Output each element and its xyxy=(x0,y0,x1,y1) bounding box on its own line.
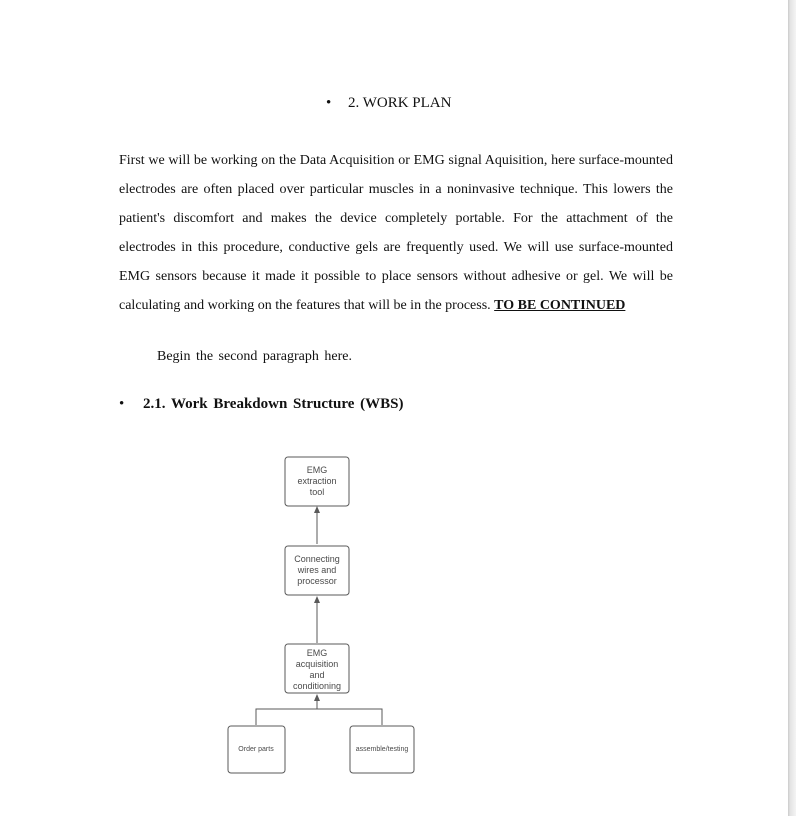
wbs-node-assemble-testing xyxy=(350,726,414,773)
wbs-node-connecting-wires xyxy=(285,546,349,595)
node-text: conditioning xyxy=(292,681,342,691)
node-text: assemble/testing xyxy=(355,746,409,753)
arrowhead xyxy=(314,506,320,513)
wbs-node-emg-extraction-tool xyxy=(285,457,349,506)
node-text: extraction xyxy=(297,476,337,486)
node-text: processor xyxy=(297,576,337,586)
paragraph-text: First we will be working on the Data Acquisition or EMG signal Aquisition, here surface-mounted electrodes are often placed over particular muscles in a noninvasive technique. This lowers the patient's discomfort and makes the device completely portable. For the attachment of the electrodes in this procedure, conductive gels are frequently used. We will use surface-mounted EMG sensors because it made it possible to place sensors without adhesive or gel. We will be calculating and working on the features that will be in the process. xyxy=(119,153,673,313)
node-text: EMG xyxy=(306,648,328,658)
node-text: wires and xyxy=(297,565,337,575)
node-text: EMG xyxy=(306,465,328,475)
section-title: 2. WORK PLAN xyxy=(348,95,452,111)
arrowhead xyxy=(314,694,320,701)
arrowhead xyxy=(314,596,320,603)
wbs-node-order-parts xyxy=(228,726,285,773)
second-paragraph: Begin the second paragraph here. xyxy=(157,349,352,364)
node-text: acquisition xyxy=(295,659,339,669)
node-text: and xyxy=(309,670,325,680)
node-text: tool xyxy=(309,487,325,497)
connector-children-bar xyxy=(256,709,382,725)
bullet-icon: • xyxy=(326,95,332,111)
wbs-node-emg-acquisition xyxy=(285,644,349,693)
node-text: Connecting xyxy=(294,554,340,564)
subsection-title: 2.1. Work Breakdown Structure (WBS) xyxy=(143,396,404,412)
to-be-continued-note: TO BE CONTINUED xyxy=(494,298,626,313)
node-text: Order parts xyxy=(238,746,274,753)
bullet-icon: • xyxy=(119,396,125,412)
